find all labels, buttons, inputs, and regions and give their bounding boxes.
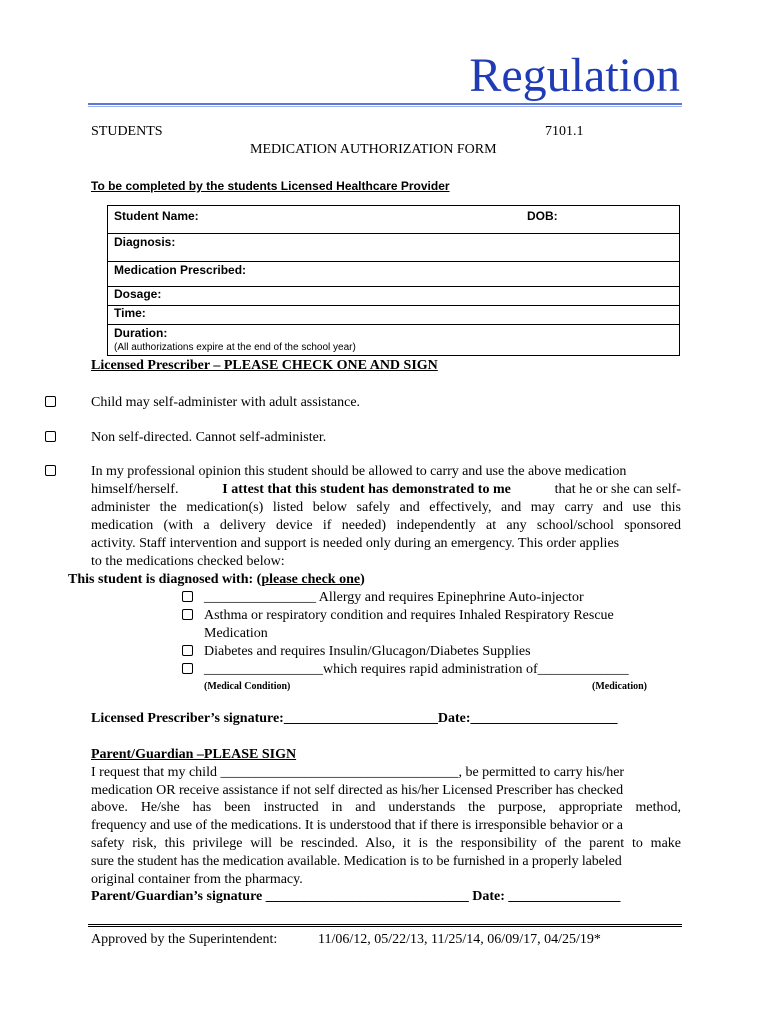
condition-asthma-label-cont: Medication: [204, 626, 268, 641]
title-divider: [88, 103, 682, 107]
dob-field[interactable]: DOB:: [527, 209, 558, 223]
time-field[interactable]: Time:: [114, 306, 146, 320]
option-carry-line-2c: that he or she can self-: [554, 482, 681, 497]
form-title: MEDICATION AUTHORIZATION FORM: [250, 142, 497, 157]
option-non-self-directed-checkbox[interactable]: [45, 431, 56, 442]
condition-other-checkbox[interactable]: [182, 663, 193, 674]
parent-line-3: above. He/she has been instructed in and understands the purpose, appropriate method,: [91, 800, 681, 815]
condition-allergy-label: ________________ Allergy and requires Epinephrine Auto-injector: [204, 590, 584, 605]
section-label: STUDENTS: [91, 124, 163, 139]
medication-field[interactable]: Medication Prescribed:: [114, 263, 247, 277]
medication-row: [108, 262, 679, 287]
diagnosis-field[interactable]: Diagnosis:: [114, 235, 176, 249]
dosage-field[interactable]: Dosage:: [114, 287, 162, 301]
diagnosed-with-text: This student is diagnosed with: (: [68, 572, 262, 587]
medical-condition-caption: (Medical Condition): [204, 681, 291, 692]
condition-allergy-checkbox[interactable]: [182, 591, 193, 602]
regulation-code: 7101.1: [545, 124, 584, 139]
parent-line-4: frequency and use of the medications. It is understood that if there is irresponsible behavior or a: [91, 818, 623, 833]
duration-note: (All authorizations expire at the end of the school year): [114, 342, 356, 353]
duration-field[interactable]: Duration:: [114, 326, 168, 340]
condition-asthma-label: Asthma or respiratory condition and requires Inhaled Respiratory Rescue: [204, 608, 614, 623]
medication-caption: (Medication): [592, 681, 647, 692]
provider-info-table: [107, 205, 680, 356]
option-carry-medication-checkbox[interactable]: [45, 465, 56, 476]
diagnosed-with-label: [68, 572, 365, 588]
parent-line-7: original container from the pharmacy.: [91, 872, 303, 887]
option-carry-line-1: In my professional opinion this student should be allowed to carry and use the above medication: [91, 464, 627, 479]
regulation-title: Regulation: [469, 49, 680, 102]
diagnosis-row: [108, 234, 679, 262]
condition-diabetes-checkbox[interactable]: [182, 645, 193, 656]
parent-line-6: sure the student has the medication available. Medication is to be furnished in a properly labeled: [91, 854, 622, 869]
parent-line-1: I request that my child __________________________________, be permitted to carry his/her: [91, 765, 625, 780]
approval-dates: 11/06/12, 05/22/13, 11/25/14, 06/09/17, 04/25/19*: [318, 932, 601, 947]
student-name-field[interactable]: Student Name:: [114, 209, 199, 223]
option-carry-line-3: administer the medication(s) listed below safely and effectively, and may carry and use this: [91, 500, 681, 515]
parent-line-2: medication OR receive assistance if not self directed as his/her Licensed Prescriber has checked: [91, 783, 624, 798]
option-non-self-directed-label: Non self-directed. Cannot self-administer.: [91, 430, 327, 445]
option-carry-line-5: activity. Staff intervention and support is needed only during an emergency. This order applies: [91, 536, 620, 551]
parent-signature-line[interactable]: Parent/Guardian’s signature _____________________________ Date: ________________: [91, 889, 621, 904]
approved-label: Approved by the Superintendent:: [91, 932, 278, 947]
prescriber-heading: Licensed Prescriber – PLEASE CHECK ONE AND SIGN: [91, 358, 438, 373]
option-carry-line-2a: himself/herself.: [91, 482, 179, 497]
option-self-administer-label: Child may self-administer with adult assistance.: [91, 395, 361, 410]
option-carry-line-2: [91, 482, 681, 498]
condition-asthma-checkbox[interactable]: [182, 609, 193, 620]
option-carry-line-4: medication (with a delivery device if needed) independently at any school/school sponsored: [91, 518, 681, 533]
duration-row: [108, 325, 679, 356]
condition-diabetes-label: Diabetes and requires Insulin/Glucagon/Diabetes Supplies: [204, 644, 531, 659]
option-self-administer-checkbox[interactable]: [45, 396, 56, 407]
student-name-row: [108, 206, 679, 234]
parent-line-5: safety risk, this privilege will be rescinded. Also, it is the responsibility of the parent to make: [91, 836, 681, 851]
option-carry-line-6: to the medications checked below:: [91, 554, 285, 569]
option-carry-attestation: I attest that this student has demonstrated to me: [222, 482, 511, 497]
footer-divider: [88, 924, 682, 927]
dosage-row: [108, 287, 679, 306]
prescriber-signature-line[interactable]: Licensed Prescriber’s signature:______________________Date:_____________________: [91, 711, 618, 726]
parent-heading: Parent/Guardian –PLEASE SIGN: [91, 747, 297, 762]
provider-intro: To be completed by the students Licensed Healthcare Provider: [91, 179, 450, 193]
please-check-one: please check one: [261, 572, 361, 587]
condition-other-label: _________________which requires rapid administration of_____________: [204, 662, 629, 677]
diagnosed-close: ): [360, 572, 365, 587]
time-row: [108, 306, 679, 325]
